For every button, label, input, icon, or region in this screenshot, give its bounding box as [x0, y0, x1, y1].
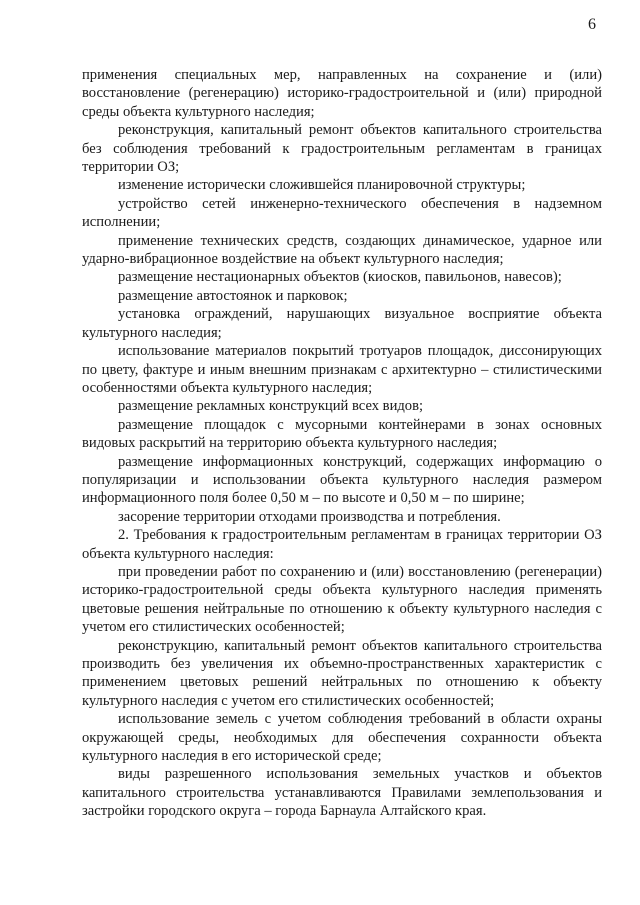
paragraph: использование земель с учетом соблюдения требований в области охраны окружающей среды, необходимых для обеспечения сохранности объекта культурного наследия в его исторической среде; [82, 711, 602, 765]
document-body [82, 66, 602, 821]
paragraph: размещение информационных конструкций, содержащих информацию о популяризации и использовании объекта культурного наследия размером информационного поля более 0,50 м – по высоте и 0,50 м – по ширине; [82, 453, 602, 507]
paragraph: виды разрешенного использования земельных участков и объектов капитального строительства устанавливаются Правилами землепользования и застройки городского округа – города Барнаула Алтайского края. [82, 766, 602, 820]
paragraph: размещение автостоянок и парковок; [118, 287, 348, 304]
paragraph: размещение рекламных конструкций всех видов; [118, 398, 424, 415]
paragraph: засорение территории отходами производства и потребления. [118, 508, 501, 525]
paragraph: устройство сетей инженерно-технического обеспечения в надземном исполнении; [82, 195, 602, 231]
paragraph: изменение исторически сложившейся планировочной структуры; [118, 177, 526, 194]
paragraph: размещение нестационарных объектов (киосков, павильонов, навесов); [118, 269, 562, 286]
paragraph: применения специальных мер, направленных на сохранение и (или) восстановление (регенерацию) историко-градостроительной и (или) природной среды объекта культурного наследия; [82, 67, 602, 120]
paragraph: при проведении работ по сохранению и (или) восстановлению (регенерации) историко-градостроительной среды объекта культурного наследия применять цветовые решения нейтральные по отношению к объекту культурного наследия с учетом его стилистических особенностей; [82, 563, 602, 636]
paragraph: применение технических средств, создающих динамическое, ударное или ударно-вибрационное воздействие на объект культурного наследия; [82, 232, 602, 268]
paragraph: установка ограждений, нарушающих визуальное восприятие объекта культурного наследия; [82, 306, 602, 341]
page-number: 6 [588, 16, 596, 33]
paragraph: 2. Требования к градостроительным регламентам в границах территории ОЗ объекта культурного наследия: [82, 527, 602, 562]
paragraph: реконструкцию, капитальный ремонт объектов капитального строительства производить без увеличения их объемно-пространственных характеристик с применением цветовых решений нейтральных по отношению к объекту культурного наследия с учетом его стилистических особенностей; [82, 637, 602, 709]
paragraph: размещение площадок с мусорными контейнерами в зонах основных видовых раскрытий на территорию объекта культурного наследия; [82, 416, 602, 452]
paragraph: использование материалов покрытий тротуаров площадок, диссонирующих по цвету, фактуре и иным внешним признакам с архитектурно – стилистическими особенностями объекта культурного наследия; [82, 343, 602, 396]
paragraph: реконструкция, капитальный ремонт объектов капитального строительства без соблюдения требований к градостроительным регламентам в границах территории ОЗ; [82, 122, 602, 176]
